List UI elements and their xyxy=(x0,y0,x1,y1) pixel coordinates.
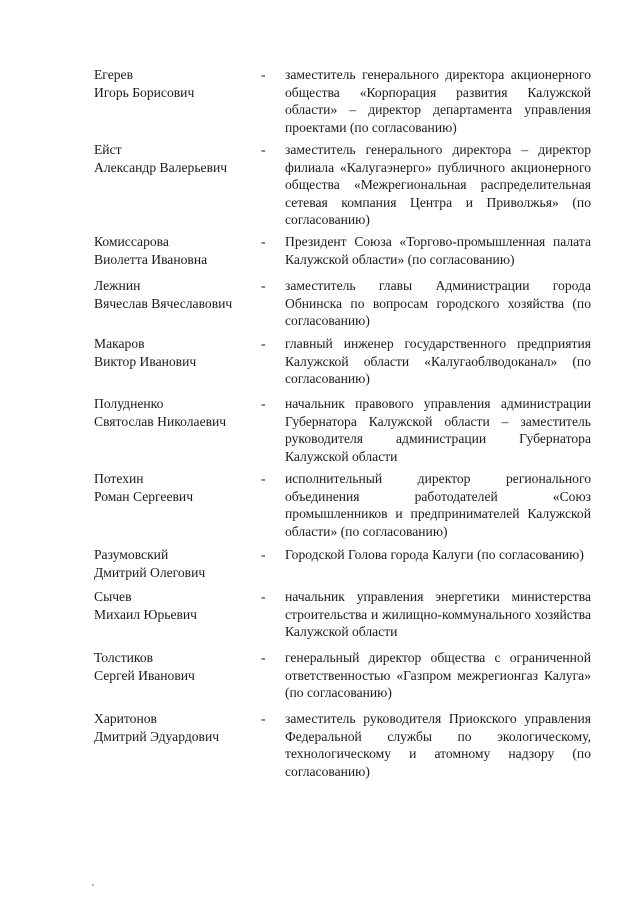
member-given-names: Дмитрий Олегович xyxy=(94,565,206,580)
member-surname: Полудненко xyxy=(94,396,164,411)
member-name xyxy=(94,66,254,102)
member-role: Городской Голова города Калуги (по согласованию) xyxy=(285,547,584,562)
member-name xyxy=(94,233,254,269)
dash-separator: - xyxy=(261,234,266,249)
dash-separator: - xyxy=(261,711,266,726)
member-surname: Лежнин xyxy=(94,278,141,293)
member-name xyxy=(94,588,254,624)
dash-separator: - xyxy=(261,278,266,293)
member-surname: Макаров xyxy=(94,336,145,351)
member-given-names: Виолетта Ивановна xyxy=(94,252,208,267)
member-given-names: Виктор Иванович xyxy=(94,354,197,369)
member-name xyxy=(94,710,254,746)
member-name xyxy=(94,395,254,431)
member-role: главный инженер государственного предприятия Калужской области «Калугаоблводоканал» (по согласованию) xyxy=(285,336,591,387)
member-given-names: Роман Сергеевич xyxy=(94,489,194,504)
member-role: начальник правового управления администрации Губернатора Калужской области – заместитель руководителя администрации Губернатора Калужской области xyxy=(285,396,591,464)
member-name xyxy=(94,546,254,582)
dash-separator: - xyxy=(261,471,266,486)
member-given-names: Александр Валерьевич xyxy=(94,160,228,175)
member-name xyxy=(94,277,254,313)
member-given-names: Игорь Борисович xyxy=(94,85,195,100)
member-surname: Сычев xyxy=(94,589,132,604)
dash-separator: - xyxy=(261,589,266,604)
member-surname: Комиссарова xyxy=(94,234,169,249)
dash-separator: - xyxy=(261,67,266,82)
member-role: исполнительный директор регионального объединения работодателей «Союз промышленников и предпринимателей Калужской области» (по согласованию) xyxy=(285,471,591,539)
member-surname: Толстиков xyxy=(94,650,154,665)
member-surname: Разумовский xyxy=(94,547,169,562)
member-name xyxy=(94,649,254,685)
member-surname: Ейст xyxy=(94,142,122,157)
member-surname: Харитонов xyxy=(94,711,157,726)
member-surname: Егерев xyxy=(94,67,133,82)
member-role: заместитель руководителя Приокского управления Федеральной службы по экологическому, технологическому и атомному надзору (по согласованию) xyxy=(285,711,591,779)
member-name xyxy=(94,470,254,506)
member-given-names: Дмитрий Эдуардович xyxy=(94,729,220,744)
scan-speck xyxy=(92,884,94,886)
member-role: Президент Союза «Торгово-промышленная палата Калужской области» (по согласованию) xyxy=(285,234,591,267)
member-role: заместитель генерального директора акционерного общества «Корпорация развития Калужской области» – директор департамента управления проектами (по согласованию) xyxy=(285,67,591,135)
dash-separator: - xyxy=(261,547,266,562)
member-role: заместитель генерального директора – директор филиала «Калугаэнерго» публичного акционерного общества «Межрегиональная распределительная сетевая компания Центра и Приволжья» (по согласованию) xyxy=(285,142,591,228)
dash-separator: - xyxy=(261,396,266,411)
dash-separator: - xyxy=(261,336,266,351)
member-given-names: Сергей Иванович xyxy=(94,668,195,683)
member-surname: Потехин xyxy=(94,471,144,486)
member-name xyxy=(94,141,254,177)
dash-separator: - xyxy=(261,142,266,157)
member-name xyxy=(94,335,254,371)
member-role: генеральный директор общества с ограниченной ответственностью «Газпром межрегионгаз Калуга» (по согласованию) xyxy=(285,650,591,701)
member-given-names: Вячеслав Вячеславович xyxy=(94,296,233,311)
member-given-names: Святослав Николаевич xyxy=(94,414,227,429)
member-role: заместитель главы Администрации города Обнинска по вопросам городского хозяйства (по согласованию) xyxy=(285,278,591,329)
member-given-names: Михаил Юрьевич xyxy=(94,607,198,622)
member-role: начальник управления энергетики министерства строительства и жилищно-коммунального хозяйства Калужской области xyxy=(285,589,591,640)
dash-separator: - xyxy=(261,650,266,665)
